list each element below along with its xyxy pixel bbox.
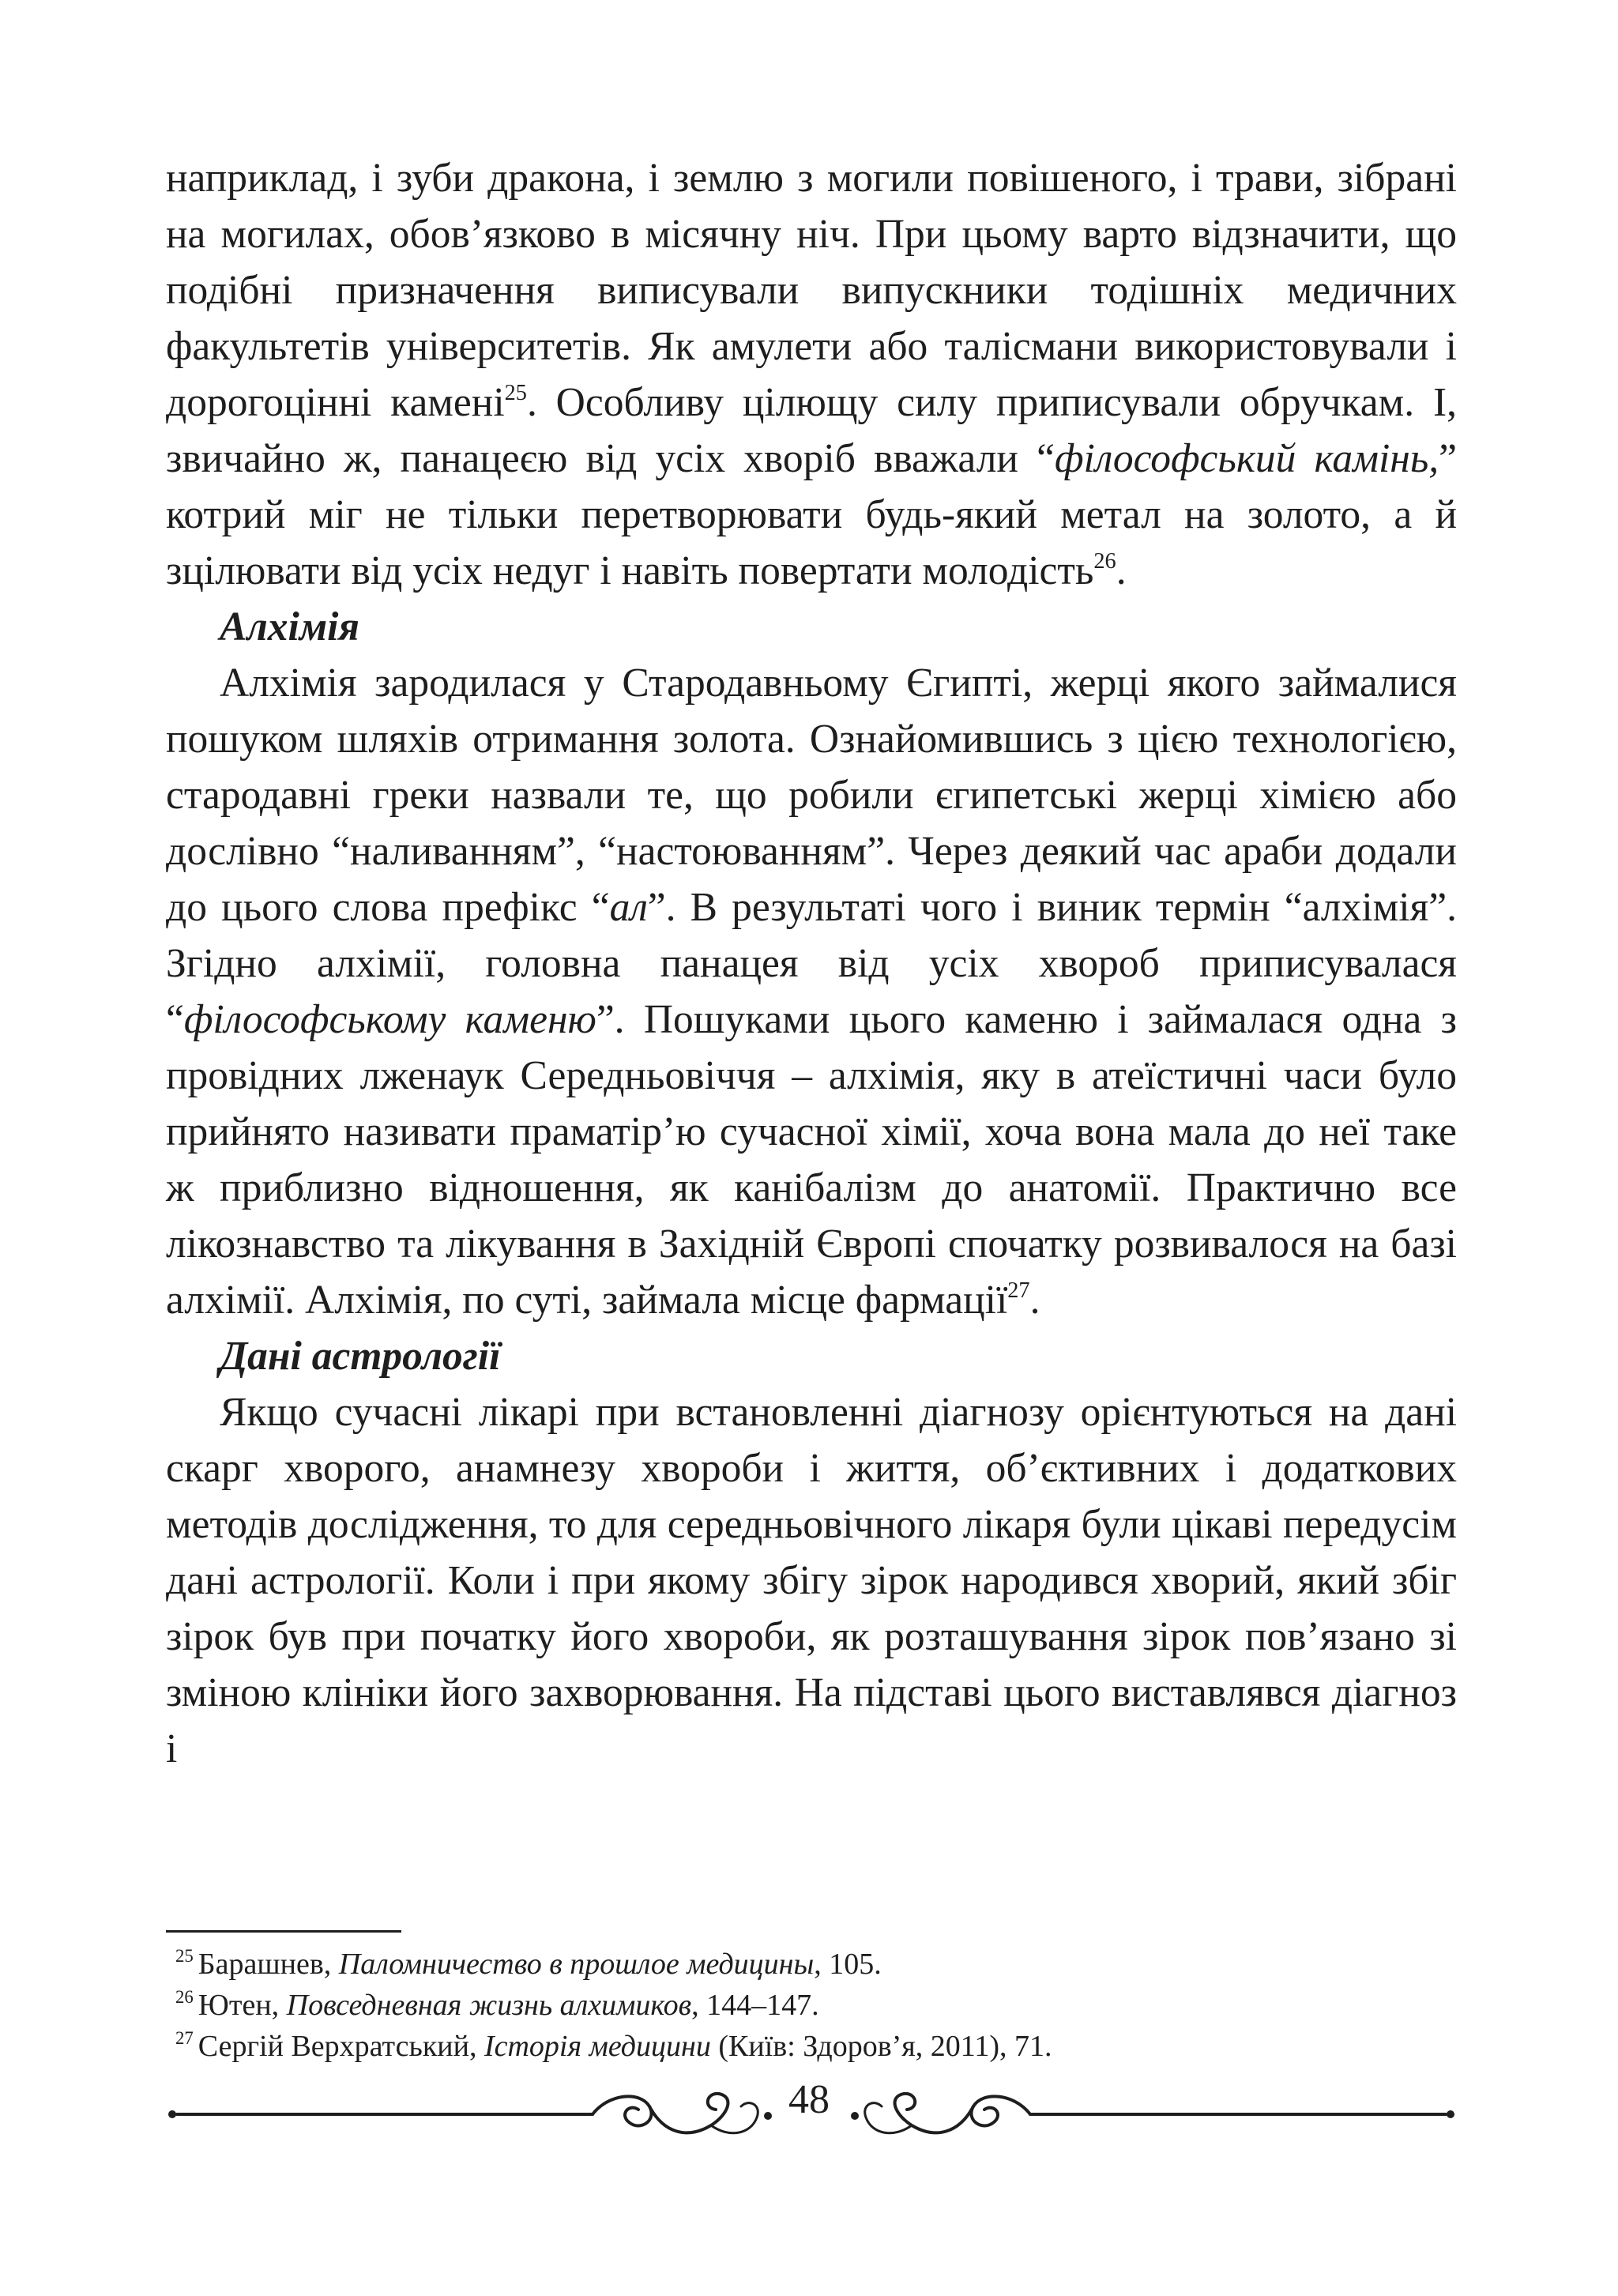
footnote-details: , 144–147.	[691, 1989, 819, 2022]
footnote-author: Барашнев,	[198, 1948, 339, 1981]
footnote-reference: 26	[1093, 549, 1116, 574]
paragraph-alchemy	[166, 655, 1457, 1328]
italic-term: філософський камінь,	[1054, 436, 1439, 481]
paragraph-text: . Особливу цілющу силу приписували обручкам. І, звичайно ж, панацеєю від усіх хворіб вважали “	[166, 380, 1457, 481]
section-heading-astrology: Дані астрології	[220, 1334, 501, 1379]
footnote-title: Історія медицини	[484, 2030, 711, 2063]
footnote-26	[175, 1985, 1455, 2026]
paragraph-continuation	[166, 150, 1457, 599]
footnote-number: 26	[175, 1987, 194, 2008]
footnote-title: Повседневная жизнь алхимиков	[286, 1989, 692, 2022]
paragraph-astrology: Якщо сучасні лікарі при встановленні діагнозу орієнтуються на дані скарг хворого, анамнезу хвороби і життя, об’єктивних і додаткових методів дослідження, то для середньовічного лікаря були цікаві передусім дані астрології. Коли і при якому збігу зірок народився хворий, який збіг зірок був при початку його хвороби, як розташування зірок пов’язано зі зміною клініки його захворювання. На підставі цього виставлявся діагноз і	[166, 1390, 1457, 1771]
section-heading-alchemy: Алхімія	[220, 604, 359, 649]
paragraph-text: ” котрий міг не тільки перетворювати будь-який метал на золото, а й зцілювати від усіх недуг і навіть повертати молодість	[166, 436, 1457, 593]
italic-term: філософському каменю	[183, 997, 596, 1042]
paragraph-text: ”. Пошуками цього каменю і займалася одна з провідних лженаук Середньовіччя – алхімія, яку в атеїстичні часи було прийнято називати праматір’ю сучасної хімії, хоча вона мала до неї таке ж приблизно відношення, як канібалізм до анатомії. Практично все лікознавство та лікування в Західній Європі спочатку розвивалося на базі алхімії. Алхімія, по суті, займала місце фармації	[166, 997, 1457, 1323]
footnote-author: Сергій Верхратський,	[198, 2030, 484, 2063]
footnote-author: Ютен,	[198, 1989, 287, 2022]
footnotes	[175, 1944, 1455, 2067]
main-text	[166, 150, 1457, 1777]
footnote-reference: 25	[504, 381, 527, 406]
footnote-number: 27	[175, 2028, 194, 2049]
footnote-27	[175, 2026, 1455, 2067]
paragraph-text: ”. В результаті чого і виник термін “алхімія”. Згідно алхімії, головна панацея від усіх хвороб приписувалася “	[166, 885, 1457, 1042]
footnote-25	[175, 1944, 1455, 1985]
paragraph-text: .	[1116, 548, 1127, 593]
paragraph-text: наприклад, і зуби дракона, і землю з могили повішеного, і трави, зібрані на могилах, обов’язково в місячну ніч. При цьому варто відзначити, що подібні призначення виписували випускники тодішніх медичних факультетів університетів. Як амулети або талісмани використовували і дорогоцінні камені	[166, 156, 1457, 425]
italic-term: ал	[609, 885, 648, 930]
footnote-divider	[166, 1930, 401, 1933]
paragraph-text: .	[1029, 1278, 1040, 1323]
page-number: 48	[788, 2077, 830, 2122]
footnote-details: (Київ: Здоров’я, 2011), 71.	[710, 2030, 1052, 2063]
footnote-details: , 105.	[814, 1948, 882, 1981]
footnote-number: 25	[175, 1946, 194, 1967]
paragraph-text: Алхімія зародилася у Стародавньому Єгипті, жерці якого займалися пошуком шляхів отримання золота. Ознайомившись з цією технологією, стародавні греки назвали те, що робили єгипетські жерці хімією або дослівно “наливанням”, “настоюванням”. Через деякий час араби додали до цього слова префікс “	[166, 661, 1457, 930]
footnote-reference: 27	[1007, 1278, 1030, 1304]
footnote-title: Паломничество в прошлое медицины	[338, 1948, 815, 1981]
